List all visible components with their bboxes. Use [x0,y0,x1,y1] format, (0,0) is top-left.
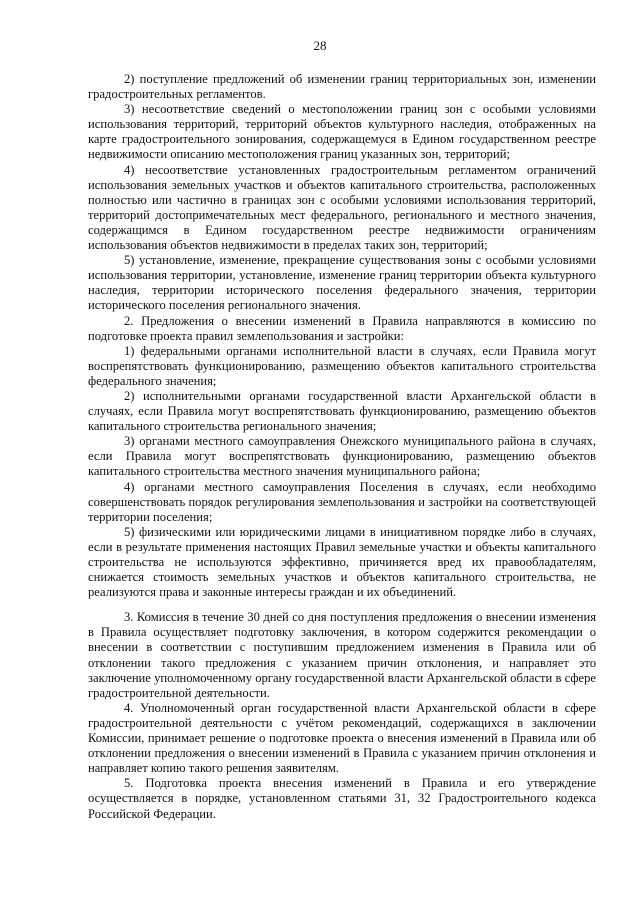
paragraph-clause-5: 5. Подготовка проекта внесения изменений в Правила и его утверждение осуществляется в порядке, установленном статьями 31, 32 Градостроительного кодекса Российской Федерации. [88,776,596,821]
paragraph-subitem-3-municipal: 3) органами местного самоуправления Онежского муниципального района в случаях, если Правила могут воспрепятствовать функционированию, размещению объектов капитального строительства местного значения муниципального района; [88,434,596,479]
document-body [88,72,596,822]
paragraph-subitem-2-regional: 2) исполнительными органами государственной власти Архангельской области в случаях, если Правила могут воспрепятствовать функционированию, размещению объектов капитального строительства регионального значения; [88,388,596,434]
paragraph-item-3-zone-mismatch: 3) несоответствие сведений о местоположении границ зон с особыми условиями использования территорий, территорий объектов культурного наследия, отображенных на карте градостроительного зонирования, содержащемуся в Едином государственном реестре недвижимости описанию местоположения границ указанных зон, территорий; [88,102,596,162]
paragraph-subitem-4-settlement: 4) органами местного самоуправления Поселения в случаях, если необходимо совершенствовать порядок регулирования землепользования и застройки на соответствующей территории поселения; [88,479,596,524]
page-number: 28 [313,38,327,53]
paragraph-item-2-proposal-zones: 2) поступление предложений об изменении границ территориальных зон, изменении градостроительных регламентов. [88,72,596,102]
paragraph-clause-3: 3. Комиссия в течение 30 дней со дня поступления предложения о внесении изменения в Правила осуществляет подготовку заключения, в котором содержится рекомендации о внесении в соответствии с поступившим предложением изменения в Правила или об отклонении такого предложения с указанием причин отклонения, и направляет это заключение уполномоченному органу государственной власти Архангельской области в сфере градостроительной деятельности. [88,610,596,700]
paragraph-item-4-restriction-mismatch: 4) несоответствие установленных градостроительным регламентом ограничений использования земельных участков и объектов капитального строительства, расположенных полностью или частично в границах зон с особыми условиями использования территорий, территорий достопримечательных мест федерального, регионального и местного значения, содержащимся в Едином государственном реестре недвижимости ограничениям использования объектов недвижимости в пределах таких зон, территорий; [88,162,596,253]
paragraph-clause-4: 4. Уполномоченный орган государственной власти Архангельской области в сфере градостроительной деятельности с учётом рекомендаций, содержащихся в заключении Комиссии, принимает решение о подготовке проекта о внесения изменений в Правила или об отклонении предложения о внесении изменений в Правила с указанием причин отклонения и направляет копию такого решения заявителям. [88,700,596,776]
paragraph-subitem-5-persons: 5) физическими или юридическими лицами в инициативном порядке либо в случаях, если в результате применения настоящих Правил земельные участки и объекты капитального строительства не используются эффективно, причиняется вред их правообладателям, снижается стоимость земельных участков и объектов капитального строительства, не реализуются права и законные интересы граждан и их объединений. [88,524,596,600]
paragraph-subitem-1-federal: 1) федеральными органами исполнительной власти в случаях, если Правила могут воспрепятствовать функционированию, размещению объектов капитального строительства федерального значения; [88,343,596,388]
paragraph-item-5-zone-establishment: 5) установление, изменение, прекращение существования зоны с особыми условиями использования территории, установление, изменение границ территории объекта культурного наследия, территории исторического поселения федерального значения, территории исторического поселения регионального значения. [88,253,596,313]
paragraph-clause-2: 2. Предложения о внесении изменений в Правила направляются в комиссию по подготовке проекта правил землепользования и застройки: [88,313,596,343]
